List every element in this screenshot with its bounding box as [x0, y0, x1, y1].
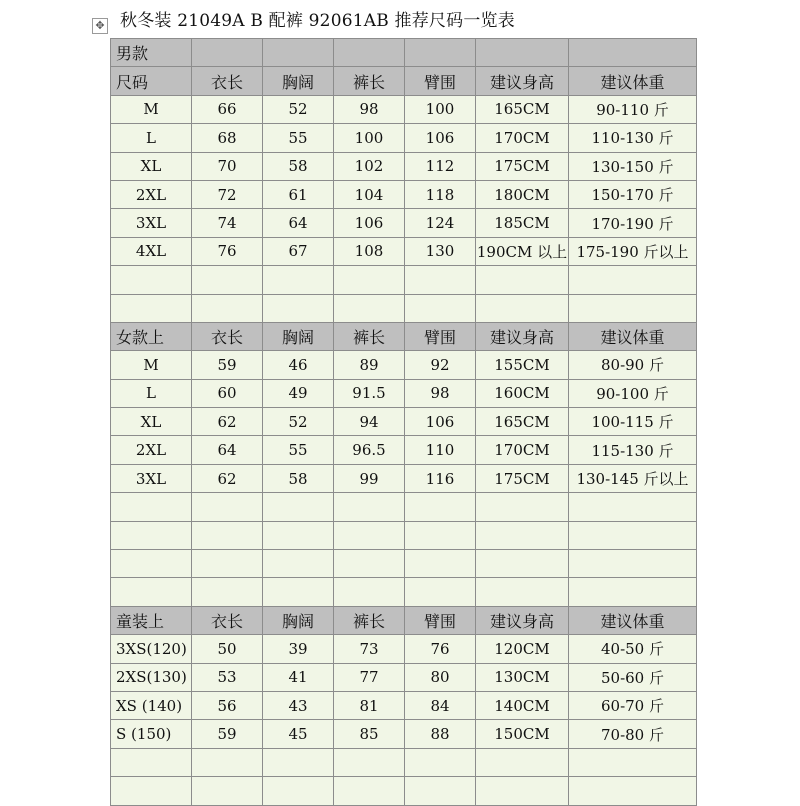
table-row — [111, 691, 697, 719]
table-cell: 衣长 — [192, 67, 263, 95]
empty-row — [111, 266, 697, 294]
table-cell: 4XL — [111, 237, 192, 265]
table-cell: 61 — [263, 180, 334, 208]
table-cell — [476, 550, 569, 578]
table-cell: 175CM — [476, 464, 569, 492]
table-cell: 46 — [263, 351, 334, 379]
table-cell — [263, 748, 334, 776]
table-cell — [263, 266, 334, 294]
table-cell: 3XS(120) — [111, 635, 192, 663]
table-cell — [192, 777, 263, 805]
table-cell — [476, 521, 569, 549]
table-cell: M — [111, 351, 192, 379]
table-cell: 76 — [192, 237, 263, 265]
table-cell: 116 — [405, 464, 476, 492]
table-cell: 130-150 斤 — [569, 152, 697, 180]
table-cell: 男款 — [111, 39, 192, 67]
table-cell: 106 — [405, 408, 476, 436]
table-cell: 40-50 斤 — [569, 635, 697, 663]
table-cell: 165CM — [476, 408, 569, 436]
table-cell: 190CM 以上 — [476, 237, 569, 265]
table-cell — [111, 294, 192, 322]
table-cell: 建议体重 — [569, 322, 697, 350]
table-cell: 2XL — [111, 180, 192, 208]
move-handle-icon[interactable]: ✥ — [92, 18, 108, 34]
table-cell: 98 — [334, 95, 405, 123]
table-cell: 裤长 — [334, 606, 405, 634]
table-cell — [476, 39, 569, 67]
table-cell: 88 — [405, 720, 476, 748]
table-cell: XL — [111, 152, 192, 180]
empty-row — [111, 294, 697, 322]
table-row — [111, 180, 697, 208]
table-cell: 99 — [334, 464, 405, 492]
table-cell: 70 — [192, 152, 263, 180]
table-cell: 155CM — [476, 351, 569, 379]
table-row — [111, 436, 697, 464]
table-row — [111, 237, 697, 265]
table-cell: 尺码 — [111, 67, 192, 95]
table-cell: 106 — [405, 124, 476, 152]
table-cell — [405, 521, 476, 549]
table-cell: 165CM — [476, 95, 569, 123]
table-cell: 104 — [334, 180, 405, 208]
table-cell: L — [111, 379, 192, 407]
table-cell: 建议身高 — [476, 67, 569, 95]
table-cell: 118 — [405, 180, 476, 208]
table-cell — [405, 493, 476, 521]
table-cell: 90-110 斤 — [569, 95, 697, 123]
table-cell — [334, 777, 405, 805]
table-cell — [569, 266, 697, 294]
table-cell: 59 — [192, 351, 263, 379]
table-cell: 170CM — [476, 124, 569, 152]
header-row — [111, 67, 697, 95]
table-cell: 50-60 斤 — [569, 663, 697, 691]
table-cell — [334, 294, 405, 322]
table-cell: 106 — [334, 209, 405, 237]
table-cell: 52 — [263, 408, 334, 436]
table-cell: 62 — [192, 408, 263, 436]
table-row — [111, 720, 697, 748]
table-cell: 53 — [192, 663, 263, 691]
table-cell — [405, 294, 476, 322]
table-row — [111, 124, 697, 152]
table-cell: 85 — [334, 720, 405, 748]
table-cell — [263, 521, 334, 549]
table-cell — [263, 493, 334, 521]
size-chart-table — [110, 38, 697, 806]
table-cell — [334, 266, 405, 294]
table-cell — [476, 578, 569, 606]
table-cell — [569, 521, 697, 549]
table-cell: 建议体重 — [569, 67, 697, 95]
table-cell: 60-70 斤 — [569, 691, 697, 719]
table-cell: 58 — [263, 152, 334, 180]
table-cell — [334, 493, 405, 521]
table-cell: 115-130 斤 — [569, 436, 697, 464]
table-cell: 130 — [405, 237, 476, 265]
table-row — [111, 379, 697, 407]
table-cell — [111, 777, 192, 805]
table-cell: 女款上 — [111, 322, 192, 350]
table-cell: 64 — [192, 436, 263, 464]
section-label-row — [111, 39, 697, 67]
table-cell: XS (140) — [111, 691, 192, 719]
table-cell: 3XL — [111, 464, 192, 492]
table-cell: 150-170 斤 — [569, 180, 697, 208]
table-cell: 175CM — [476, 152, 569, 180]
table-cell: 70-80 斤 — [569, 720, 697, 748]
table-cell — [334, 748, 405, 776]
table-cell: 49 — [263, 379, 334, 407]
table-cell — [192, 748, 263, 776]
empty-row — [111, 493, 697, 521]
table-cell — [192, 521, 263, 549]
table-cell — [111, 266, 192, 294]
table-cell: S (150) — [111, 720, 192, 748]
table-cell — [405, 39, 476, 67]
empty-row — [111, 578, 697, 606]
table-cell: 100 — [405, 95, 476, 123]
table-row — [111, 152, 697, 180]
table-cell — [569, 748, 697, 776]
table-cell: 124 — [405, 209, 476, 237]
table-cell: 72 — [192, 180, 263, 208]
header-row — [111, 322, 697, 350]
table-cell — [405, 748, 476, 776]
table-cell: 59 — [192, 720, 263, 748]
table-cell: 100-115 斤 — [569, 408, 697, 436]
table-cell — [569, 39, 697, 67]
table-cell — [405, 777, 476, 805]
table-cell: 96.5 — [334, 436, 405, 464]
table-cell: 建议身高 — [476, 322, 569, 350]
table-cell — [111, 748, 192, 776]
table-row — [111, 408, 697, 436]
table-cell: 55 — [263, 436, 334, 464]
table-cell: 77 — [334, 663, 405, 691]
table-cell: 80-90 斤 — [569, 351, 697, 379]
table-cell: 84 — [405, 691, 476, 719]
table-cell: 62 — [192, 464, 263, 492]
table-cell — [569, 777, 697, 805]
table-cell — [405, 550, 476, 578]
table-cell — [263, 550, 334, 578]
table-cell: 110 — [405, 436, 476, 464]
table-cell: 58 — [263, 464, 334, 492]
table-cell: 2XL — [111, 436, 192, 464]
table-cell: 胸阔 — [263, 606, 334, 634]
table-cell: 56 — [192, 691, 263, 719]
table-cell: 90-100 斤 — [569, 379, 697, 407]
table-cell — [192, 493, 263, 521]
table-cell: 80 — [405, 663, 476, 691]
table-cell: 112 — [405, 152, 476, 180]
table-cell — [111, 493, 192, 521]
table-cell: 66 — [192, 95, 263, 123]
table-cell: 81 — [334, 691, 405, 719]
table-cell — [111, 578, 192, 606]
table-cell: 170-190 斤 — [569, 209, 697, 237]
table-cell: 裤长 — [334, 67, 405, 95]
table-cell — [263, 294, 334, 322]
table-cell: 43 — [263, 691, 334, 719]
table-cell — [263, 777, 334, 805]
table-cell — [192, 39, 263, 67]
table-cell — [334, 550, 405, 578]
table-cell — [476, 777, 569, 805]
table-cell: 130-145 斤以上 — [569, 464, 697, 492]
page-title: 秋冬装 21049A B 配裤 92061AB 推荐尺码一览表 — [120, 11, 515, 31]
empty-row — [111, 777, 697, 805]
empty-row — [111, 748, 697, 776]
table-cell: 64 — [263, 209, 334, 237]
table-row — [111, 351, 697, 379]
table-cell: 94 — [334, 408, 405, 436]
table-cell — [569, 294, 697, 322]
table-cell: 衣长 — [192, 322, 263, 350]
table-cell: 臂围 — [405, 322, 476, 350]
table-cell: 55 — [263, 124, 334, 152]
table-row — [111, 209, 697, 237]
table-cell — [263, 39, 334, 67]
table-cell: 180CM — [476, 180, 569, 208]
table-cell — [569, 578, 697, 606]
table-cell — [192, 578, 263, 606]
table-cell: 91.5 — [334, 379, 405, 407]
table-cell — [263, 578, 334, 606]
table-cell: 裤长 — [334, 322, 405, 350]
table-cell — [334, 39, 405, 67]
table-row — [111, 95, 697, 123]
table-cell — [569, 550, 697, 578]
table-cell: 67 — [263, 237, 334, 265]
table-cell: 108 — [334, 237, 405, 265]
empty-row — [111, 521, 697, 549]
table-cell — [192, 294, 263, 322]
empty-row — [111, 550, 697, 578]
table-cell: 110-130 斤 — [569, 124, 697, 152]
table-cell: 68 — [192, 124, 263, 152]
table-cell — [405, 578, 476, 606]
table-cell: 52 — [263, 95, 334, 123]
table-cell: 50 — [192, 635, 263, 663]
table-cell: 92 — [405, 351, 476, 379]
table-cell: 102 — [334, 152, 405, 180]
table-cell: 衣长 — [192, 606, 263, 634]
table-cell: 41 — [263, 663, 334, 691]
table-cell — [334, 578, 405, 606]
table-cell — [405, 266, 476, 294]
table-cell: 89 — [334, 351, 405, 379]
table-cell: M — [111, 95, 192, 123]
table-cell — [476, 748, 569, 776]
table-cell — [192, 550, 263, 578]
table-cell: 2XS(130) — [111, 663, 192, 691]
header-row — [111, 606, 697, 634]
table-cell — [111, 521, 192, 549]
table-cell: 45 — [263, 720, 334, 748]
table-row — [111, 635, 697, 663]
table-cell: 130CM — [476, 663, 569, 691]
table-cell: 童装上 — [111, 606, 192, 634]
table-cell: 3XL — [111, 209, 192, 237]
table-cell: 臂围 — [405, 606, 476, 634]
table-cell: XL — [111, 408, 192, 436]
table-cell: 160CM — [476, 379, 569, 407]
table-row — [111, 663, 697, 691]
table-cell: 150CM — [476, 720, 569, 748]
table-cell: 臂围 — [405, 67, 476, 95]
table-cell: 175-190 斤以上 — [569, 237, 697, 265]
table-row — [111, 464, 697, 492]
table-cell: 98 — [405, 379, 476, 407]
table-cell — [569, 493, 697, 521]
table-cell: 60 — [192, 379, 263, 407]
table-cell: 100 — [334, 124, 405, 152]
table-cell: 建议体重 — [569, 606, 697, 634]
table-cell: L — [111, 124, 192, 152]
table-cell: 76 — [405, 635, 476, 663]
table-cell — [476, 493, 569, 521]
table-cell: 74 — [192, 209, 263, 237]
table-cell: 170CM — [476, 436, 569, 464]
table-cell: 120CM — [476, 635, 569, 663]
table-cell — [334, 521, 405, 549]
table-cell — [111, 550, 192, 578]
table-cell: 胸阔 — [263, 67, 334, 95]
table-cell — [192, 266, 263, 294]
table-cell: 73 — [334, 635, 405, 663]
table-cell: 185CM — [476, 209, 569, 237]
table-cell — [476, 294, 569, 322]
table-cell: 胸阔 — [263, 322, 334, 350]
table-cell: 建议身高 — [476, 606, 569, 634]
table-cell — [476, 266, 569, 294]
table-cell: 140CM — [476, 691, 569, 719]
table-cell: 39 — [263, 635, 334, 663]
